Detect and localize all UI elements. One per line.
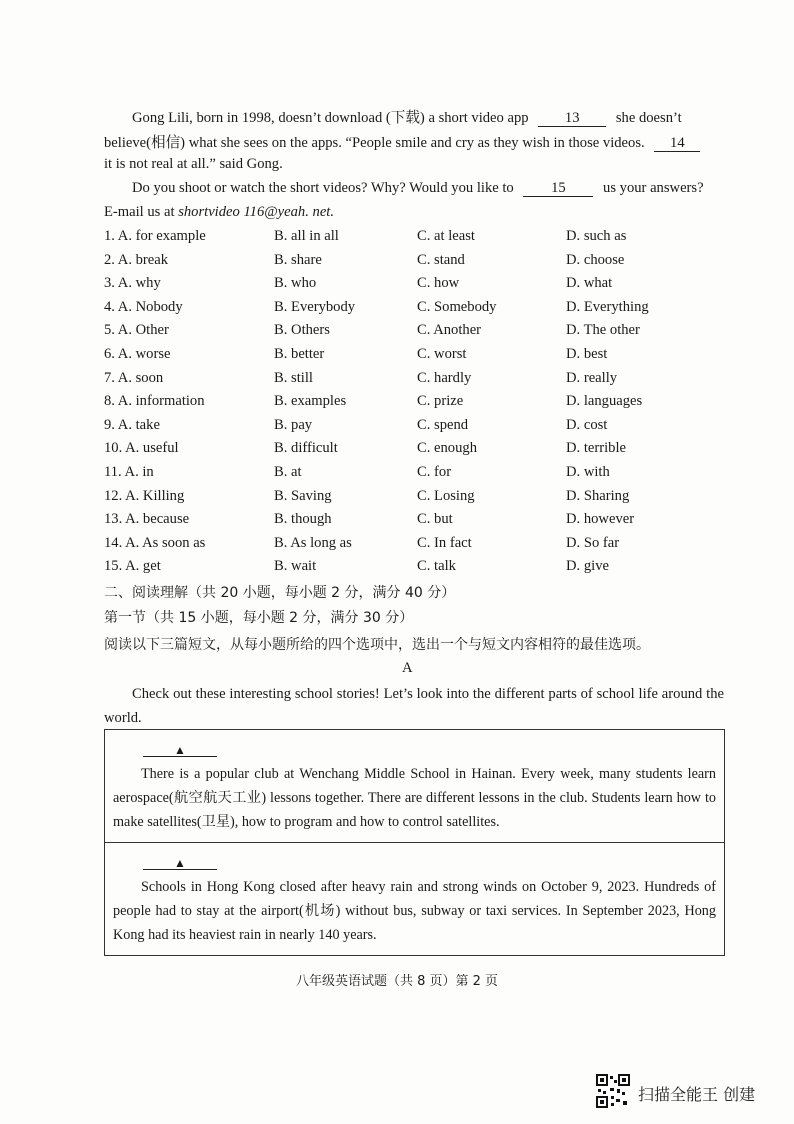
option-b: B. Everybody: [274, 298, 356, 315]
option-d: D. such as: [566, 228, 627, 244]
passage-line-2: [104, 131, 700, 152]
option-b: B. at: [274, 464, 302, 480]
story-1: [105, 730, 724, 842]
option-c: C. Another: [417, 322, 482, 339]
option-a: 6. A. worse: [104, 346, 171, 362]
title-blank-1: ▲: [143, 744, 217, 757]
title-blank-2: ▲: [143, 857, 217, 870]
passage-text: us your answers?: [603, 180, 704, 196]
option-c: C. how: [417, 275, 460, 292]
option-d: D. however: [566, 511, 635, 528]
blank-15: 15: [523, 180, 593, 197]
passage-text: E-mail us at: [104, 204, 175, 220]
passage-label: A: [402, 660, 413, 676]
option-d: D. Everything: [566, 298, 649, 315]
option-a: 1. A. for example: [104, 228, 206, 244]
option-a: 3. A. why: [104, 275, 161, 292]
option-c: C. stand: [417, 251, 465, 268]
email-address: shortvideo 116@yeah. net.: [178, 204, 335, 220]
option-d: D. Sharing: [566, 487, 630, 504]
option-c: C. hardly: [417, 369, 472, 386]
option-a: 10. A. useful: [104, 440, 179, 457]
option-a: 2. A. break: [104, 251, 169, 268]
option-a: 13. A. because: [104, 511, 190, 528]
passage-line-3: [104, 156, 283, 173]
option-c: C. enough: [417, 440, 477, 457]
option-c: C. talk: [417, 558, 456, 575]
story-2-text: Schools in Hong Kong closed after heavy rain and strong winds on October 9, 2023. Hundreds of people had to stay at the airport(机场) without bus, subway or taxi services. In September 2023, Hong Kong had its heaviest rain in nearly 140 years.: [113, 879, 716, 943]
option-a: 8. A. information: [104, 393, 205, 410]
passage-text: it is not real at all.” said Gong.: [104, 156, 283, 172]
option-a: 5. A. Other: [104, 322, 169, 339]
option-b: B. examples: [274, 393, 347, 410]
scanner-watermark: 扫描全能王 创建: [638, 1085, 756, 1104]
option-c: C. prize: [417, 393, 464, 410]
option-d: D. choose: [566, 251, 625, 268]
blank-14: 14: [654, 135, 700, 152]
option-b: B. better: [274, 346, 325, 362]
option-d: D. terrible: [566, 440, 626, 457]
story-2: [105, 842, 724, 955]
option-d: D. best: [566, 346, 608, 362]
page-footer: 八年级英语试题（共 8 页）第 2 页: [295, 974, 499, 989]
option-a: 14. A. As soon as: [104, 534, 206, 551]
option-b: B. wait: [274, 558, 317, 575]
stories-box: [104, 729, 725, 956]
story-1-text: There is a popular club at Wenchang Middle School in Hainan. Every week, many students learn aerospace(航空航天工业) lessons together. There are different lessons in the club. Students learn how to make satellites(卫星), how to program and how to control satellites.: [113, 766, 716, 830]
option-c: C. Somebody: [417, 298, 497, 315]
section-heading: 二、阅读理解（共 20 小题，每小题 2 分，满分 40 分）: [104, 585, 456, 601]
option-d: D. languages: [566, 393, 643, 410]
passage-line-5: [104, 204, 334, 221]
option-b: B. Saving: [274, 487, 332, 504]
option-b: B. share: [274, 251, 322, 268]
option-d: D. what: [566, 275, 613, 292]
option-d: D. So far: [566, 534, 620, 551]
passage-line-1: [132, 106, 682, 127]
option-c: C. at least: [417, 228, 475, 244]
option-b: B. Others: [274, 322, 330, 339]
option-a: 9. A. take: [104, 416, 160, 433]
option-a: 12. A. Killing: [104, 487, 185, 504]
option-a: 7. A. soon: [104, 369, 164, 386]
blank-13: 13: [538, 110, 606, 127]
passage-text: believe(相信) what she sees on the apps. “People smile and cry as they wish in those videos.: [104, 135, 645, 151]
option-a: 15. A. get: [104, 558, 161, 575]
option-d: D. give: [566, 558, 609, 575]
option-c: C. Losing: [417, 487, 475, 504]
option-a: 4. A. Nobody: [104, 298, 183, 315]
part-heading: 第一节（共 15 小题，每小题 2 分，满分 30 分）: [104, 610, 414, 626]
option-c: C. spend: [417, 416, 469, 433]
option-d: D. with: [566, 464, 610, 480]
option-b: B. all in all: [274, 228, 339, 244]
option-b: B. difficult: [274, 440, 338, 457]
option-b: B. who: [274, 275, 317, 292]
option-b: B. though: [274, 511, 332, 528]
option-a: 11. A. in: [104, 464, 154, 480]
option-b: B. As long as: [274, 534, 352, 551]
instruction: 阅读以下三篇短文，从每小题所给的四个选项中，选出一个与短文内容相符的最佳选项。: [104, 637, 650, 653]
option-c: C. In fact: [417, 534, 472, 551]
option-c: C. worst: [417, 346, 467, 362]
option-b: B. pay: [274, 416, 313, 433]
passage-text: Do you shoot or watch the short videos? Why? Would you like to: [132, 180, 514, 196]
option-c: C. for: [417, 464, 452, 480]
passage-text: she doesn’t: [615, 110, 682, 126]
option-c: C. but: [417, 511, 453, 528]
option-b: B. still: [274, 369, 313, 386]
passage-line-4: [132, 180, 704, 197]
option-d: D. really: [566, 369, 618, 386]
reading-intro: Check out these interesting school stories! Let’s look into the different parts of school life around the world.: [104, 686, 724, 726]
qr-code-icon: [596, 1074, 630, 1108]
option-d: D. The other: [566, 322, 640, 339]
option-d: D. cost: [566, 416, 608, 433]
passage-text: Gong Lili, born in 1998, doesn’t download (下载) a short video app: [132, 110, 529, 126]
